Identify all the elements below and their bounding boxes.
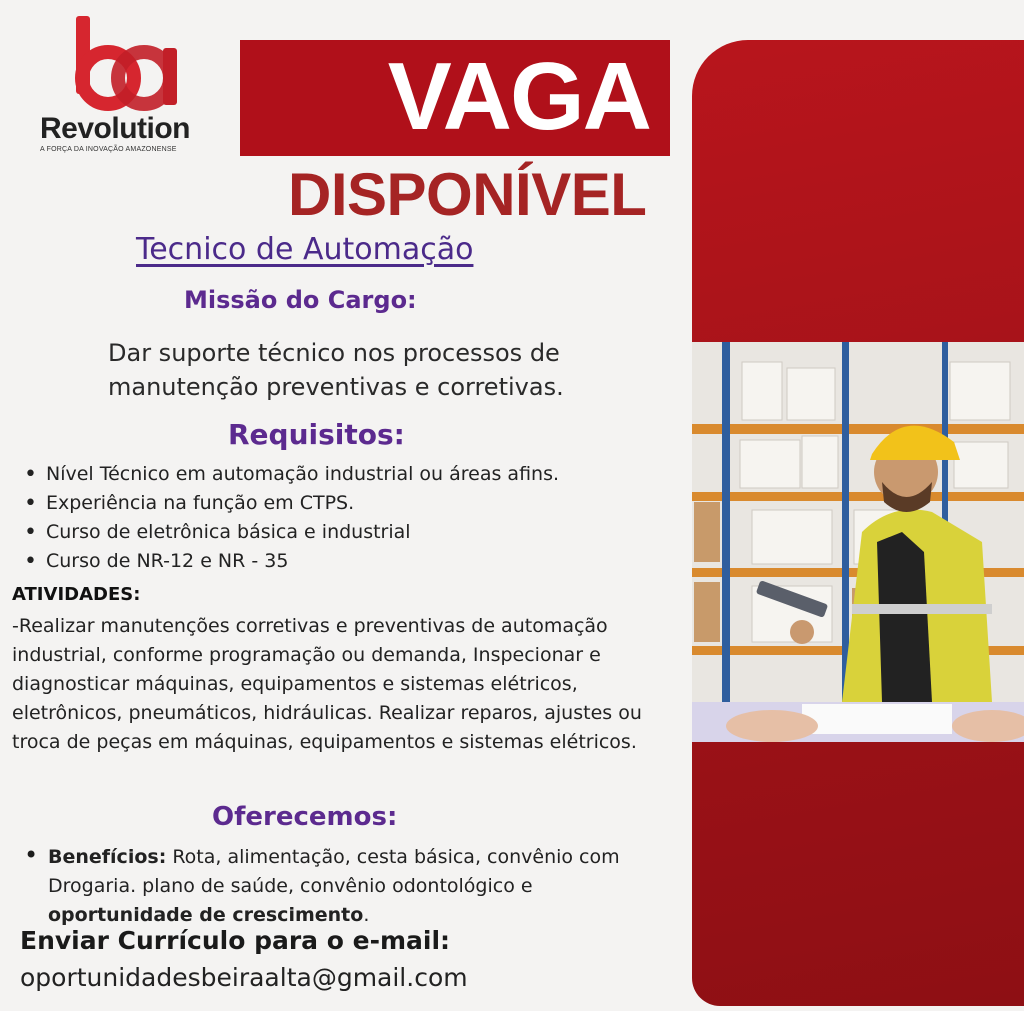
benefits-growth: oportunidade de crescimento [48, 904, 364, 926]
contact-heading: Enviar Currículo para o e-mail: [20, 926, 451, 955]
logo-wordmark: Revolution [40, 112, 190, 145]
requirements-list [10, 460, 726, 576]
benefits-end: . [363, 904, 370, 926]
benefits-text [48, 843, 678, 930]
headline-disponivel: DISPONÍVEL [288, 161, 647, 228]
list-item: • Curso de eletrônica básica e industrial [46, 518, 726, 547]
benefits-body: Rota, alimentação, cesta básica, convênio com Drogaria. plano de saúde, convênio odontológico e [48, 846, 620, 897]
mission-heading: Missão do Cargo: [184, 286, 417, 314]
benefits-label: Benefícios: [48, 846, 167, 868]
warehouse-technician-photo [692, 342, 1024, 742]
headline-vaga: VAGA [387, 43, 650, 150]
logo-tagline: A FORÇA DA INOVAÇÃO AMAZONENSE [40, 146, 177, 153]
list-item: • Curso de NR-12 e NR - 35 [46, 547, 726, 576]
offer-heading: Oferecemos: [212, 802, 398, 832]
activities-heading: ATIVIDADES: [12, 584, 141, 605]
mission-text: Dar suporte técnico nos processos de manutenção preventivas e corretivas. [108, 339, 564, 401]
list-item: • Nível Técnico em automação industrial ou áreas afins. [46, 460, 726, 489]
list-item: • Experiência na função em CTPS. [46, 489, 726, 518]
job-title: Tecnico de Automação [136, 232, 474, 267]
activities-text: -Realizar manutenções corretivas e preventivas de automação industrial, conforme programação ou demanda, Inspecionar e diagnosticar máquinas, equipamentos e sistemas elétricos, eletrônicos, pneumáticos, hidráulicas. Realizar reparos, ajustes ou troca de peças em máquinas, equipamentos e sistemas elétricos. [12, 615, 642, 753]
bullet-icon: • [24, 841, 39, 869]
contact-email: oportunidadesbeiraalta@gmail.com [20, 963, 468, 992]
requirements-heading: Requisitos: [228, 418, 405, 451]
